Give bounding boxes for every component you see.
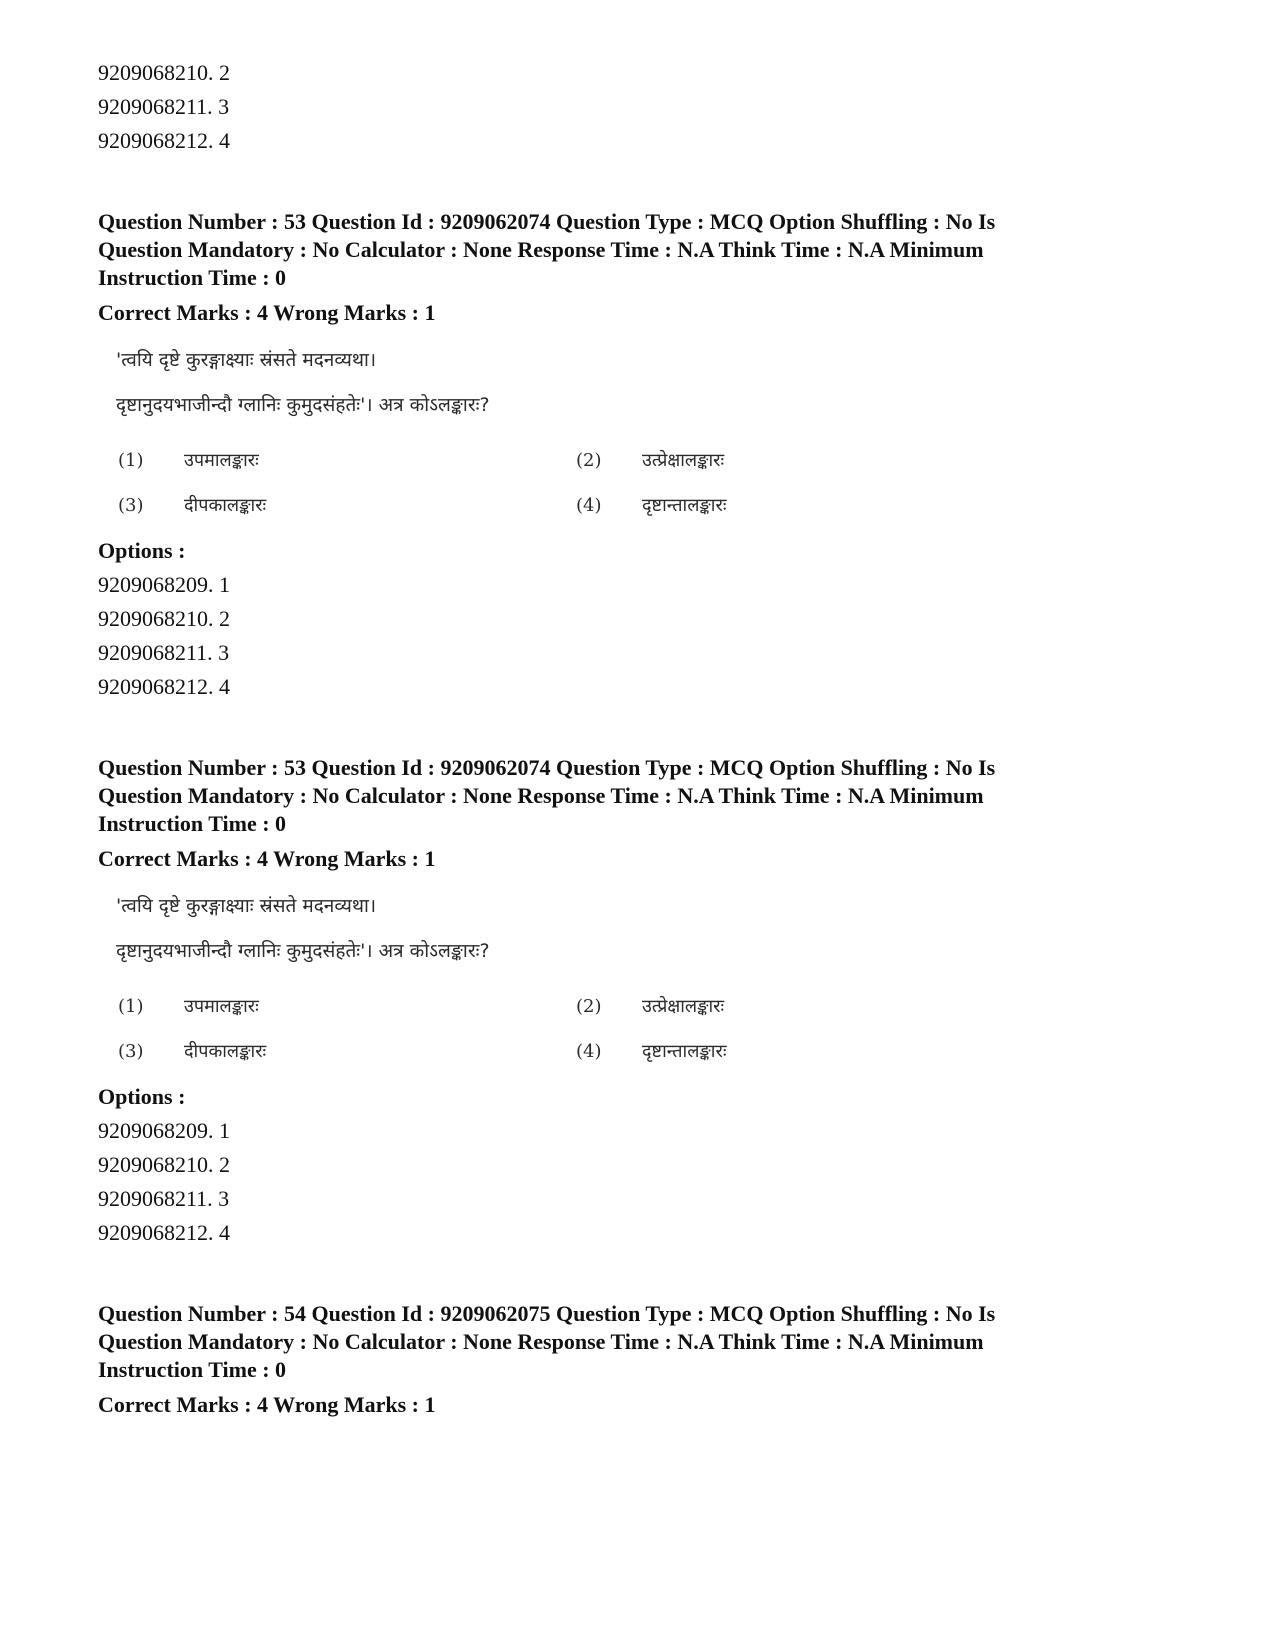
- question-block: [98, 208, 1178, 704]
- marks-line: Correct Marks : 4 Wrong Marks : 1: [98, 846, 436, 871]
- choice-text: उपमालङ्कारः: [184, 450, 259, 471]
- question-meta-line: Question Mandatory : No Calculator : None Response Time : N.A Think Time : N.A Minimum: [98, 783, 984, 808]
- options-title: Options :: [98, 538, 186, 563]
- option-line: 9209068211. 3: [98, 640, 230, 665]
- document-page: [98, 56, 1178, 1422]
- choice-text: दीपकालङ्कारः: [184, 1041, 267, 1062]
- question-meta-line: Instruction Time : 0: [98, 811, 287, 836]
- question-block: [98, 1300, 1178, 1422]
- question-content-image: [98, 340, 1178, 530]
- question-stem-line: 'त्वयि दृष्टे कुरङ्गाक्ष्याः स्रंसते मदनव्यथा।: [116, 349, 377, 371]
- choice-text: उपमालङ्कारः: [184, 996, 259, 1017]
- option-line: 9209068212. 4: [98, 1220, 230, 1245]
- choice-text: उत्प्रेक्षालङ्कारः: [642, 996, 725, 1017]
- choice-number: (4): [576, 1041, 602, 1062]
- answer-choice: [118, 1039, 266, 1063]
- answer-choice: [118, 448, 259, 472]
- question-meta-line: Question Mandatory : No Calculator : None Response Time : N.A Think Time : N.A Minimum: [98, 1329, 984, 1354]
- question-meta-line: Question Mandatory : No Calculator : None Response Time : N.A Think Time : N.A Minimum: [98, 237, 984, 262]
- choice-text: दृष्टान्तालङ्कारः: [642, 1041, 727, 1062]
- marks-line: Correct Marks : 4 Wrong Marks : 1: [98, 1392, 436, 1417]
- choice-text: दीपकालङ्कारः: [184, 495, 267, 516]
- option-line: 9209068211. 3: [98, 94, 230, 119]
- question-stem-line: दृष्टानुदयभाजीन्दौ ग्लानिः कुमुदसंहतेः'। अत्र कोऽलङ्कारः?: [116, 940, 490, 962]
- options-title: Options :: [98, 1084, 186, 1109]
- option-line: 9209068211. 3: [98, 1186, 230, 1211]
- question-stem-line: 'त्वयि दृष्टे कुरङ्गाक्ष्याः स्रंसते मदनव्यथा।: [116, 895, 377, 917]
- choice-number: (4): [576, 495, 602, 516]
- option-line: 9209068212. 4: [98, 674, 230, 699]
- option-line: 9209068210. 2: [98, 1152, 230, 1177]
- answer-choice: [576, 448, 724, 472]
- choice-number: (1): [118, 450, 144, 471]
- answer-choice: [118, 994, 259, 1018]
- question-stem-line: दृष्टानुदयभाजीन्दौ ग्लानिः कुमुदसंहतेः'। अत्र कोऽलङ्कारः?: [116, 394, 490, 416]
- answer-choice: [576, 493, 726, 517]
- question-content-image: [98, 886, 1178, 1076]
- previous-options-list: [98, 56, 1178, 158]
- option-line: 9209068209. 1: [98, 572, 230, 597]
- question-meta-line: Instruction Time : 0: [98, 1357, 287, 1382]
- choice-number: (1): [118, 996, 144, 1017]
- answer-choice: [576, 994, 724, 1018]
- marks-line: Correct Marks : 4 Wrong Marks : 1: [98, 300, 436, 325]
- choice-number: (2): [576, 996, 602, 1017]
- option-line: 9209068209. 1: [98, 1118, 230, 1143]
- choice-number: (3): [118, 1041, 144, 1062]
- answer-choice: [118, 493, 266, 517]
- question-meta-line: Question Number : 53 Question Id : 9209062074 Question Type : MCQ Option Shuffling : No Is: [98, 755, 996, 780]
- choice-number: (2): [576, 450, 602, 471]
- choice-text: उत्प्रेक्षालङ्कारः: [642, 450, 725, 471]
- question-meta-line: Instruction Time : 0: [98, 265, 287, 290]
- option-line: 9209068212. 4: [98, 128, 230, 153]
- option-line: 9209068210. 2: [98, 60, 230, 85]
- question-meta-line: Question Number : 53 Question Id : 9209062074 Question Type : MCQ Option Shuffling : No Is: [98, 209, 996, 234]
- option-line: 9209068210. 2: [98, 606, 230, 631]
- choice-text: दृष्टान्तालङ्कारः: [642, 495, 727, 516]
- question-meta-line: Question Number : 54 Question Id : 9209062075 Question Type : MCQ Option Shuffling : No Is: [98, 1301, 996, 1326]
- choice-number: (3): [118, 495, 144, 516]
- answer-choice: [576, 1039, 726, 1063]
- question-block: [98, 754, 1178, 1250]
